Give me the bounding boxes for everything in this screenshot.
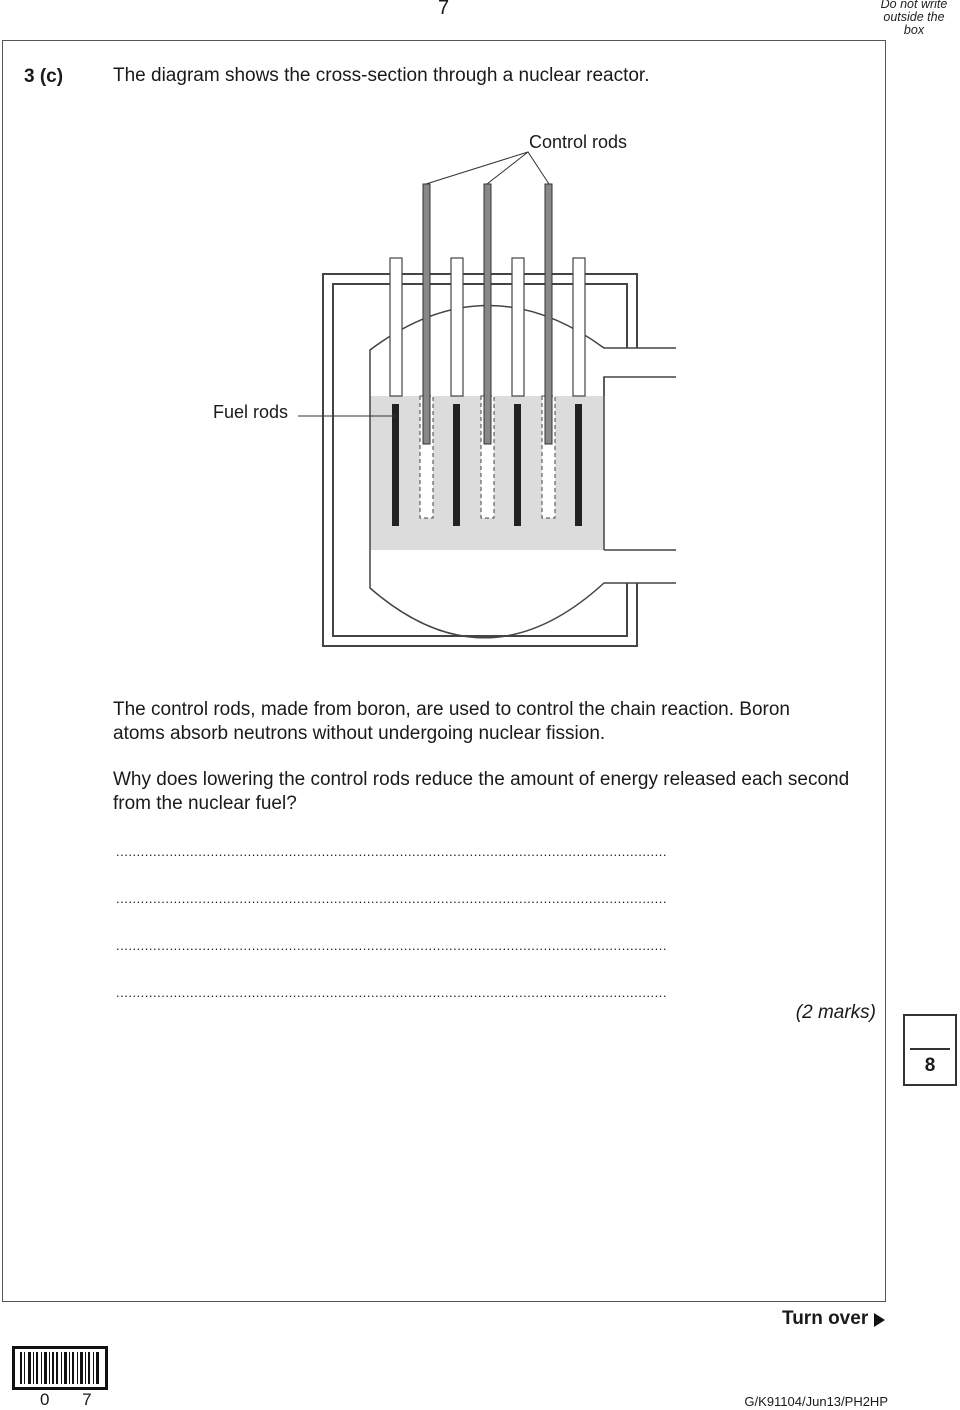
guide-tube [451, 258, 463, 396]
answer-line[interactable]: ...................................................................................................................................... [116, 985, 667, 1000]
control-rod [423, 184, 430, 444]
turn-over-label: Turn over [782, 1308, 869, 1329]
question-number: 3 (c) [24, 66, 64, 87]
paragraph-1-line-2: atoms absorb neutrons without undergoing nuclear fission. [113, 723, 606, 744]
fuel-rod [514, 404, 521, 526]
answer-line[interactable]: ...................................................................................................................................... [116, 938, 667, 953]
score-total: 8 [924, 1055, 936, 1076]
control-rods-label: Control rods [529, 132, 628, 152]
guide-tube [512, 258, 524, 396]
question-intro: The diagram shows the cross-section through a nuclear reactor. [113, 65, 650, 86]
barcode-digits: 0 7 [40, 1390, 106, 1409]
control-rod [484, 184, 491, 444]
fuel-rod [453, 404, 460, 526]
fuel-rod [392, 404, 399, 526]
control-rod [545, 184, 552, 444]
reactor-diagram [0, 120, 700, 660]
score-line [910, 1048, 950, 1050]
arrow-right-icon [874, 1313, 885, 1327]
paragraph-2-line-1: Why does lowering the control rods reduce the amount of energy released each second [113, 769, 850, 790]
answer-line[interactable]: ...................................................................................................................................... [116, 891, 667, 906]
barcode [12, 1346, 108, 1390]
marks-label: (2 marks) [795, 1002, 876, 1023]
page-number: 7 [438, 0, 450, 19]
paragraph-1-line-1: The control rods, made from boron, are used to control the chain reaction. Boron [113, 699, 790, 720]
fuel-rods-label: Fuel rods [213, 402, 289, 422]
guide-tube [573, 258, 585, 396]
paper-reference: G/K91104/Jun13/PH2HP [744, 1394, 888, 1409]
fuel-rod [575, 404, 582, 526]
answer-line[interactable]: ...................................................................................................................................... [116, 844, 667, 859]
margin-note: Do not write outside the box [880, 0, 948, 37]
paragraph-2-line-2: from the nuclear fuel? [113, 793, 297, 814]
guide-tube [390, 258, 402, 396]
